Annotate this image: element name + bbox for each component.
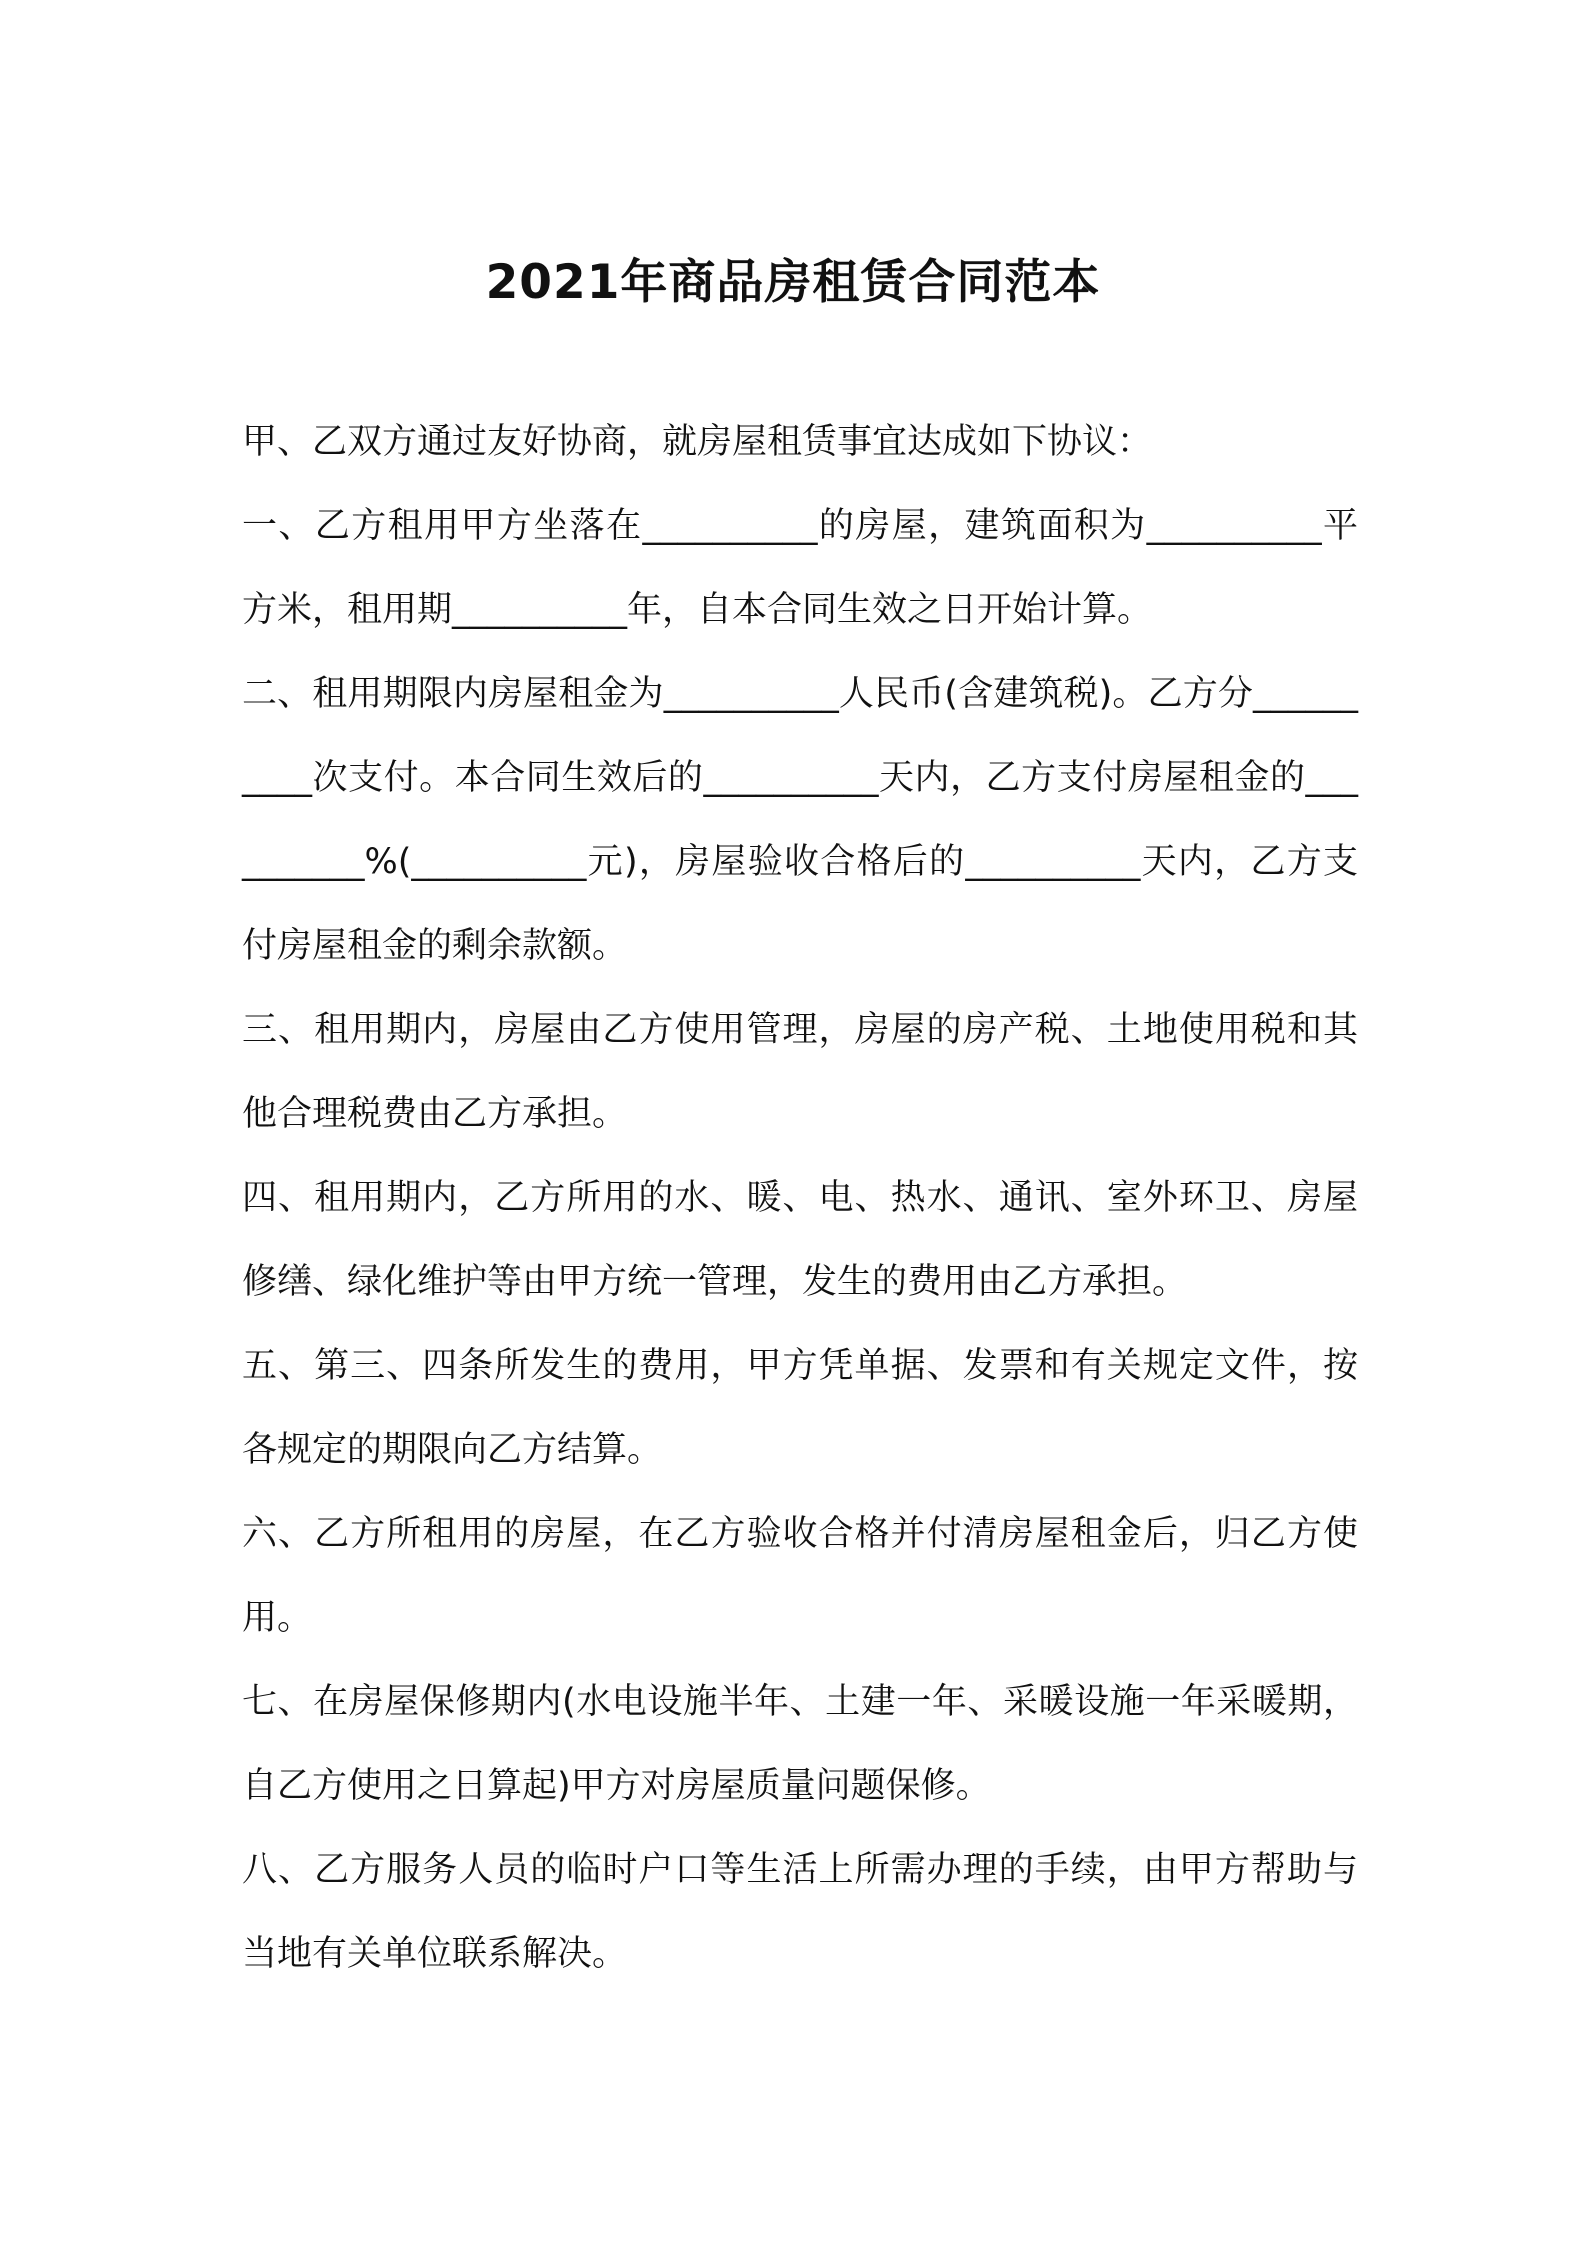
clause-2: 二、租用期限内房屋租金为__________人民币(含建筑税)。乙方分__________次支付。本合同生效后的__________天内，乙方支付房屋租金的__________%(__________元)，房屋验收合格后的__________天内，乙方支付房屋租金的剩余款额。 <box>242 674 1358 966</box>
clause-5: 五、第三、四条所发生的费用，甲方凭单据、发票和有关规定文件，按各规定的期限向乙方结算。 <box>242 1346 1358 1470</box>
page-title: 2021年商品房租赁合同范本 <box>485 255 1101 311</box>
clause-7: 七、在房屋保修期内(水电设施半年、土建一年、采暖设施一年采暖期，自乙方使用之日算起)甲方对房屋质量问题保修。 <box>242 1682 1358 1806</box>
clause-4: 四、租用期内，乙方所用的水、暖、电、热水、通讯、室外环卫、房屋修缮、绿化维护等由甲方统一管理，发生的费用由乙方承担。 <box>242 1178 1358 1302</box>
clause-6: 六、乙方所租用的房屋，在乙方验收合格并付清房屋租金后，归乙方使用。 <box>242 1514 1358 1638</box>
clause-3: 三、租用期内，房屋由乙方使用管理，房屋的房产税、土地使用税和其他合理税费由乙方承担。 <box>242 1010 1358 1134</box>
contract-body <box>242 400 1358 1996</box>
clause-8: 八、乙方服务人员的临时户口等生活上所需办理的手续，由甲方帮助与当地有关单位联系解决。 <box>242 1850 1358 1974</box>
clause-1: 一、乙方租用甲方坐落在__________的房屋，建筑面积为__________平方米，租用期__________年，自本合同生效之日开始计算。 <box>242 506 1358 630</box>
intro-paragraph: 甲、乙双方通过友好协商，就房屋租赁事宜达成如下协议： <box>242 422 1153 462</box>
